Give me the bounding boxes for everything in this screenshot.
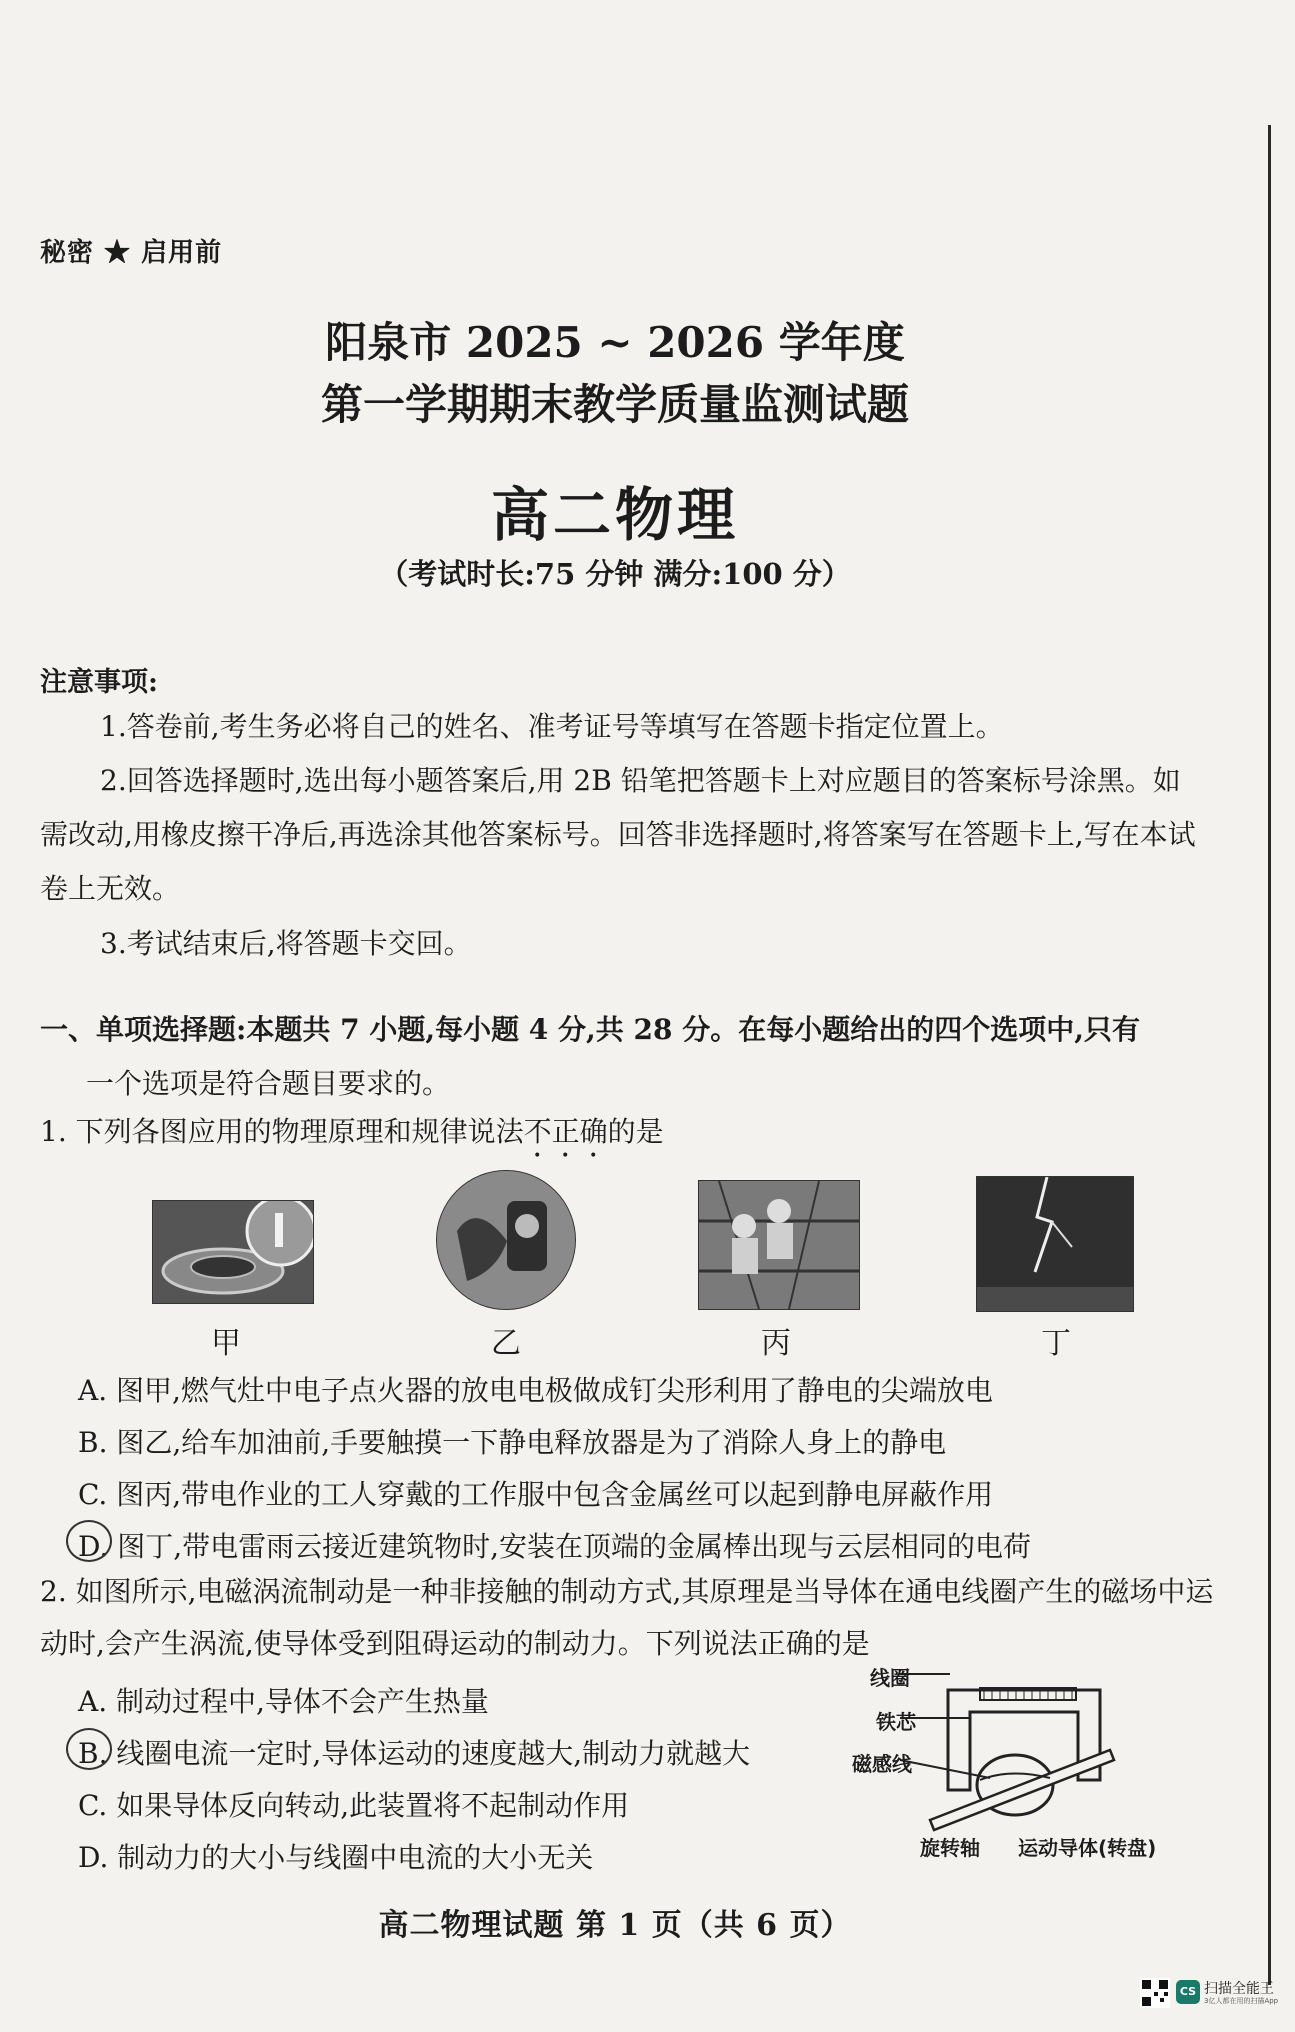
- stove-igniter-icon: [153, 1201, 313, 1303]
- lineworker-icon: [699, 1181, 859, 1309]
- notes-heading: 注意事项:: [40, 667, 158, 698]
- caption-jia: 甲: [211, 1326, 241, 1361]
- page-edge-line: [1268, 125, 1271, 1985]
- note-item-2: 2.回答选择题时,选出每小题答案后,用 2B 铅笔把答题卡上对应题目的答案标号涂黑。如需改动,用橡皮擦干净后,再选涂其他答案标号。回答非选择题时,将答案写在答题卡上,写在本试卷上无效。: [40, 764, 1196, 905]
- q1-stem-emphasis: 不正确: [523, 1115, 608, 1148]
- q1-option-d[interactable]: D. 图丁,带电雷雨云接近建筑物时,安装在顶端的金属棒出现与云层相同的电荷: [78, 1530, 1032, 1563]
- watermark-sub: 3亿人都在用的扫描App: [1204, 1997, 1279, 2005]
- diagram-label-disk: 运动导体(转盘): [1018, 1836, 1157, 1860]
- photo-bing: [698, 1180, 860, 1310]
- page-footer: 高二物理试题 第 1 页（共 6 页）: [378, 1908, 852, 1943]
- exam-duration: （考试时长:75 分钟 满分:100 分）: [379, 557, 851, 591]
- diagram-label-core: 铁芯: [876, 1710, 916, 1734]
- photo-jia: [152, 1200, 314, 1304]
- section-heading-text: 一、单项选择题:本题共 7 小题,每小题 4 分,共 28 分。在每小题给出的四个选项中,只有: [40, 1013, 1141, 1046]
- cs-badge: CS: [1176, 1980, 1200, 2004]
- q1-stem-post: 的是: [607, 1115, 664, 1148]
- diagram-label-coil: 线圈: [870, 1666, 910, 1690]
- watermark-name: 扫描全能王: [1204, 1981, 1274, 1997]
- subject-title: 高二物理: [490, 481, 739, 549]
- lightning-icon: [977, 1177, 1133, 1311]
- answer-circle-mark: [66, 1520, 112, 1562]
- caption-yi: 乙: [491, 1326, 521, 1361]
- exam-title-line2: 第一学期期末教学质量监测试题: [320, 380, 909, 429]
- q2-option-a[interactable]: A. 制动过程中,导体不会产生热量: [78, 1685, 489, 1718]
- diagram-label-shaft: 旋转轴: [920, 1836, 980, 1860]
- q2-option-d[interactable]: D. 制动力的大小与线圈中电流的大小无关: [78, 1841, 594, 1874]
- exam-title-line1: 阳泉市 2025 ~ 2026 学年度: [325, 318, 905, 367]
- caption-bing: 丙: [761, 1326, 791, 1361]
- photo-yi: [436, 1170, 576, 1310]
- section-heading: [40, 1003, 1200, 1111]
- diagram-label-field: 磁感线: [852, 1752, 912, 1776]
- answer-circle-mark-2: [66, 1728, 112, 1770]
- q1-option-c[interactable]: C. 图丙,带电作业的工人穿戴的工作服中包含金属丝可以起到静电屏蔽作用: [78, 1478, 994, 1511]
- q2-option-b[interactable]: B. 线圈电流一定时,导体运动的速度越大,制动力就越大: [78, 1737, 751, 1770]
- note-item-3: 3.考试结束后,将答题卡交回。: [100, 927, 472, 960]
- hand-discharger-icon: [437, 1171, 575, 1309]
- q1-stem-pre: 1. 下列各图应用的物理原理和规律说法: [40, 1115, 524, 1148]
- question-1-stem: [40, 1106, 1215, 1164]
- note-item-1: 1.答卷前,考生务必将自己的姓名、准考证号等填写在答题卡指定位置上。: [100, 710, 1004, 743]
- q1-option-b[interactable]: B. 图乙,给车加油前,手要触摸一下静电释放器是为了消除人身上的静电: [78, 1426, 947, 1459]
- eddy-brake-diagram: [860, 1660, 1230, 1860]
- question-2-stem: 2. 如图所示,电磁涡流制动是一种非接触的制动方式,其原理是当导体在通电线圈产生的磁场中运动时,会产生涡流,使导体受到阻碍运动的制动力。下列说法正确的是: [40, 1575, 1214, 1660]
- photo-ding: [976, 1176, 1134, 1312]
- caption-ding: 丁: [1041, 1326, 1071, 1361]
- section-heading-cont: 一个选项是符合题目要求的。: [86, 1067, 451, 1100]
- qr-code-icon: [1140, 1978, 1170, 2008]
- q1-option-a[interactable]: A. 图甲,燃气灶中电子点火器的放电电极做成钉尖形利用了静电的尖端放电: [78, 1374, 993, 1407]
- secret-label: 秘密 ★ 启用前: [40, 238, 223, 268]
- q2-option-c[interactable]: C. 如果导体反向转动,此装置将不起制动作用: [78, 1789, 630, 1822]
